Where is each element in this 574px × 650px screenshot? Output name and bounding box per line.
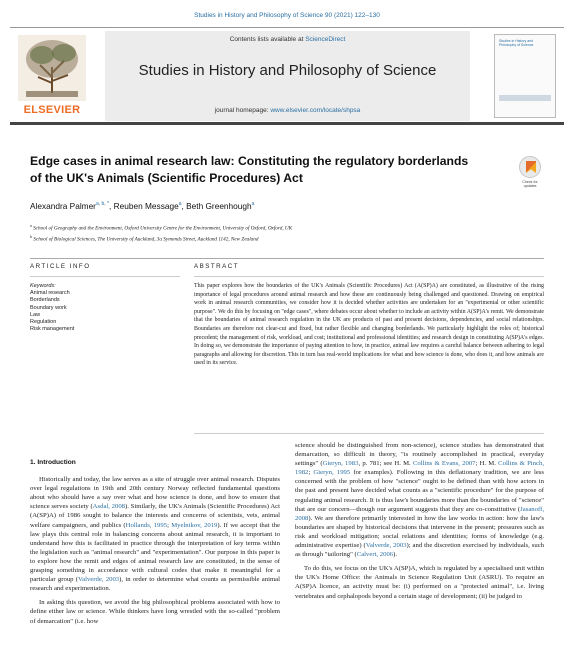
divider [194, 276, 544, 277]
text-run: Historically and today, the law serves as a site of struggle over animal research. Disputes over legal regulations in 19th and 20th century Norway reflected fundamental questions about who should have a say over what and how science is done, and how to ensure that science serves society ( [30, 476, 280, 511]
text-run: ). [393, 551, 398, 559]
keyword: Animal research [30, 290, 70, 296]
citation-link[interactable]: Valverde, 2003 [78, 576, 120, 584]
abstract-panel [194, 263, 544, 368]
text-run: To do this, we focus on the UK's A(SP)A, which is regulated by a specialised unit within the UK's Home Office: the Animals in Science Regulation Unit (ASRU). To require an A(SP)A licence, an activity must be: (i) performed on a "protected animal", i.e. living vertebrates and cephalopods beyond a certain stage of development; (ii) be judged to [295, 565, 544, 600]
keywords-label: Keywords: [30, 283, 56, 289]
citation-link[interactable]: Myelnikov, 2019 [171, 521, 218, 529]
paragraph [295, 441, 544, 559]
journal-title: Studies in History and Philosophy of Science [138, 62, 437, 79]
introduction-heading: 1. Introduction [30, 459, 76, 466]
author-name[interactable]: Alexandra Palmer [30, 201, 96, 211]
text-run: ). We are therefore primarily interested in how the law works in action: how the law's boundaries are shaped by historical decisions that intervene in the present; pressures such as risk and workload mitigation; social relations and identities; forms of knowledge (e.g. administrative expertise) ( [295, 514, 544, 550]
check-updates-label: Check for updates [522, 180, 538, 188]
citation-link[interactable]: Gieryn, 1995 [313, 469, 351, 477]
journal-homepage-link[interactable]: www.elsevier.com/locate/shpsa [270, 107, 361, 114]
author-list [30, 201, 530, 211]
keyword: Borderlands [30, 297, 60, 304]
affiliation [30, 233, 530, 244]
citation-link[interactable]: Gieryn, 1983 [322, 460, 359, 468]
author-affiliation-marker[interactable]: a [178, 201, 182, 208]
homepage-line: journal homepage: www.elsevier.com/locate/shpsa [214, 107, 361, 114]
affiliation-marker: b [30, 233, 32, 239]
affiliation-text: School of Geography and the Environment, Oxford University Centre for the Environment, University of Oxford, Oxford, UK [31, 225, 293, 232]
text-run: science should be distinguished from non-science), science studies has demonstrated that demarcation, so difficult in theory, "is routinely accomplished in practical, everyday settings" ( [295, 442, 544, 468]
citation-link[interactable]: Collins & Evans, 2007 [412, 460, 476, 468]
paragraph [30, 598, 280, 625]
text-run: ), in order to determine what counts as permissible animal research and experimentation. [30, 576, 281, 593]
keyword: Boundary work [30, 304, 67, 311]
citation-link[interactable]: Jasanoff, 2008 [295, 505, 544, 522]
citation-link[interactable]: Asdal, 2008 [92, 503, 126, 511]
text-run: In asking this question, we avoid the big philosophical problems associated with how to define either law or science. While thinkers have long wrestled with the so-called "problem of demarcation" (i.e. how [30, 599, 280, 625]
sciencedirect-link[interactable]: ScienceDirect [305, 36, 346, 43]
text-run: for examples). Following in this deflationary tradition, we are less concerned with the problem of how "science" ought to be defined than with how actors in the past and present have decided what counts as a "scientific procedure" for the purpose of regulating animal research. It is thus law's boundaries more than the boundaries of "science" that are our concern—though our argument suggests that they are co-constitutive ( [295, 469, 545, 513]
author-affiliation-marker[interactable]: a [251, 201, 255, 208]
keyword-list [30, 290, 180, 334]
text-run: ). Similarly, the UK's Animals (Scientific Procedures) Act (A(SP)A) of 1986 sought to balance the interests and concerns of scientists, vets, animal welfare campaigners, and publics ( [30, 503, 280, 529]
abstract-text: This paper explores how the boundaries of the UK's Animals (Scientific Procedures) Act (A(SP)A) are constituted, as illustrative of the rising importance of legal procedures around animal research and how these are continuously being challenged and questioned. Drawing on empirical work in animal research communities, we consider how it is decided whether activities are undertaken for an "experimental or other scientific purpose". We do this by focusing on "edge cases", where debates occur about whether to include an activity within A(SP)A's remit. We demonstrate that the boundaries of animal research regulation in the UK are products of past and present decisions, dependencies, and social relationships. Boundaries are therefore not clear-cut and fixed, but rather flexible and changing borderlands. We particularly highlight the roles of; historical precedent; the management of risk, workload, and cost; institutional and professional identities; and research design in constituting A(SP)A's edges. In doing so, we demonstrate the importance of paying attention to how, in practice, animal law requires a careful balance between adhering to legal paragraphs and allowing for discretion. This in turn has real-world implications for what and how science is done, who does it, and how animals are used in its service. [194, 283, 544, 367]
text-run: ; [167, 521, 172, 529]
author-separator: , [109, 201, 114, 211]
keyword: Regulation [30, 319, 57, 326]
author-affiliation-marker[interactable]: a, b, * [95, 201, 110, 208]
paragraph [30, 475, 280, 593]
text-run: ); and the discretion exercised by individuals, such as through "tailoring" ( [295, 542, 545, 559]
text-run: ; H. M. [475, 460, 499, 468]
divider [30, 276, 180, 277]
citation-link[interactable]: Collins & Pinch, 1982 [295, 460, 544, 477]
body-column-left [30, 458, 280, 626]
text-run: ). If we accept that the law plays this central role in balancing concerns about animal research, it is important to understand how this is facilitated in practice through the interpretation of key terms within the legislation such as "animal research" and "experimentation". Our purpose in this paper is to explore how the remit and edges of animal research law are constituted, in the sense of grasping something in accordance with cultural codes that make it meaningful for a particular group ( [30, 521, 280, 584]
citation-link[interactable]: Calvert, 2006 [356, 551, 394, 559]
author-separator: , [181, 201, 187, 211]
check-for-updates-badge[interactable] [516, 156, 544, 190]
author-name[interactable]: Beth Greenhough [186, 201, 252, 211]
article-info-panel [30, 263, 180, 334]
article-info-heading: ARTICLE INFO [30, 263, 91, 270]
citation-link[interactable]: Valverde, 2003 [365, 542, 407, 550]
cover-band [499, 95, 551, 101]
publisher-name: ELSEVIER [23, 104, 81, 116]
check-updates-icon [519, 156, 541, 178]
cover-title: Studies in History and Philosophy of Science [499, 39, 534, 47]
text-run: , p. 781; see H. M. [358, 460, 413, 468]
affiliation [30, 222, 530, 233]
affiliation-text: School of Biological Sciences, The University of Auckland, 3a Symonds Street, Auckland 1142, New Zealand [32, 236, 259, 243]
citation-link[interactable]: Hollands, 1995 [125, 521, 168, 529]
affiliation-list [30, 222, 530, 243]
divider [194, 433, 544, 434]
paragraph [295, 564, 544, 600]
journal-masthead [10, 27, 564, 125]
article-title: Edge cases in animal research law: Constituting the regulatory borderlands of the UK's Animals (Scientific Procedures) Act [30, 154, 469, 185]
journal-reference: Studies in History and Philosophy of Science 90 (2021) 122–130 [194, 12, 380, 19]
keyword: Risk management [30, 326, 75, 333]
author-name[interactable]: Reuben Message [113, 201, 179, 211]
keyword: Law [30, 311, 41, 318]
abstract-heading: ABSTRACT [194, 263, 240, 270]
affiliation-marker: a [30, 223, 32, 228]
body-column-right [295, 441, 544, 601]
contents-line: Contents lists available at ScienceDirect [229, 36, 346, 43]
journal-cover-thumbnail [494, 34, 556, 118]
section-divider [30, 258, 544, 259]
masthead-center [105, 31, 470, 121]
text-run: ; [308, 469, 314, 477]
